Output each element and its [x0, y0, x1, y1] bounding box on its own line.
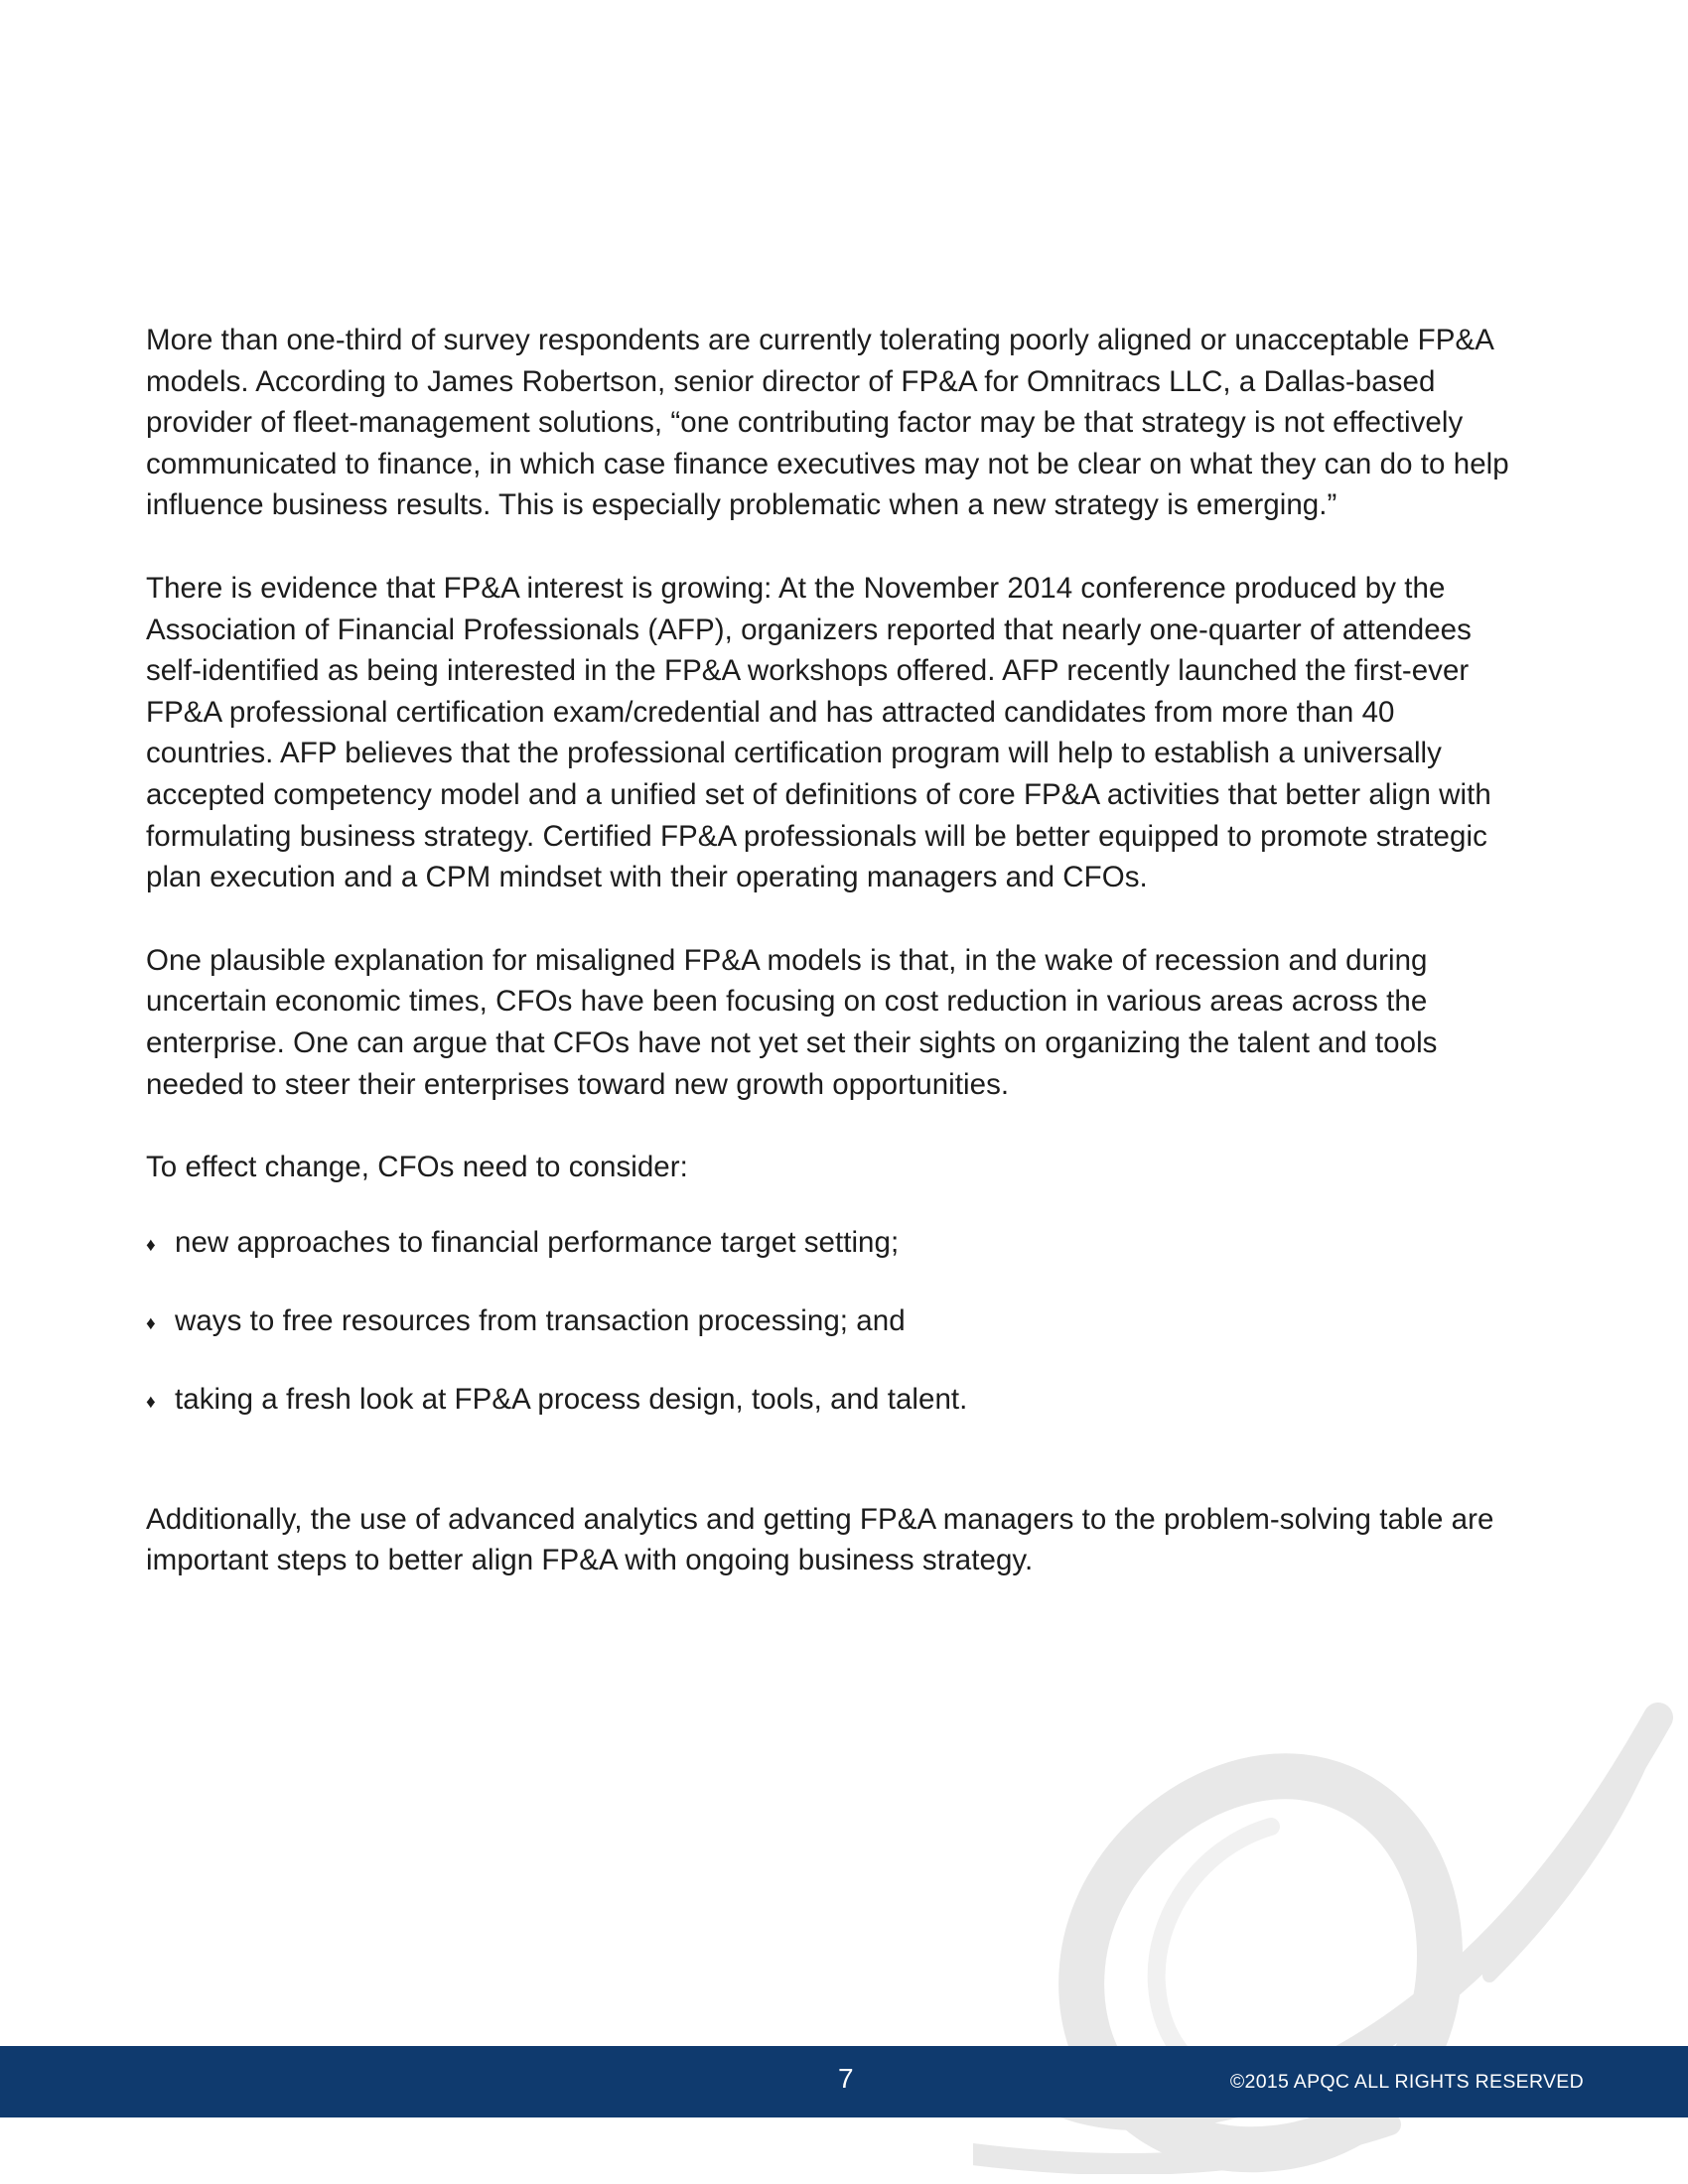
paragraph-gap: [146, 898, 1566, 940]
list-gap: [146, 1267, 1566, 1300]
list-item: [146, 1222, 1566, 1267]
copyright-notice: ©2015 APQC ALL RIGHTS RESERVED: [1229, 2071, 1584, 2093]
list-item: [146, 1379, 1566, 1424]
paragraph-gap: [146, 1424, 1566, 1499]
paragraph-misaligned-models: One plausible explanation for misaligned FP&A models is that, in the wake of recession and during uncertain economic times, CFOs have been focusing on cost reduction in various areas across the enterprise. One can argue that CFOs have not yet set their sights on organizing the talent and tools needed to steer their enterprises toward new growth opportunities.: [146, 943, 1438, 1101]
paragraph-gap: [146, 1105, 1566, 1147]
list-item: [146, 1300, 1566, 1345]
page-number: 7: [838, 2063, 854, 2094]
list-gap: [146, 1345, 1566, 1379]
paragraph-fpa-interest: There is evidence that FP&A interest is growing: At the November 2014 conference produced by the Association of Financial Professionals (AFP), organizers reported that nearly one-quarter of attendees self-identified as being interested in the FP&A workshops offered. AFP recently launched the first-ever FP&A professional certification exam/credential and has attracted candidates from more than 40 countries. AFP believes that the professional certification program will help to establish a universally accepted competency model and a unified set of definitions of core FP&A activities that better align with formulating business strategy. Certified FP&A professionals will be better equipped to promote strategic plan execution and a CPM mindset with their operating managers and CFOs.: [146, 571, 1491, 894]
paragraph-gap: [146, 1188, 1566, 1222]
list-intro: To effect change, CFOs need to consider:: [146, 1151, 688, 1184]
paragraph-tolerating-models: More than one-third of survey respondents are currently tolerating poorly aligned or unacceptable FP&A models. According to James Robertson, senior director of FP&A for Omnitracs LLC, a Dallas-based provider of fleet-management solutions, “one contributing factor may be that strategy is not effectively communicated to finance, in which case finance executives may not be clear on what they can do to help influence business results. This is especially problematic when a new strategy is emerging.”: [146, 324, 1509, 522]
page-body: [146, 320, 1566, 1581]
list-item-text: new approaches to financial performance target setting;: [175, 1225, 900, 1259]
diamond-bullet-icon: ♦: [146, 1312, 156, 1334]
paragraph-gap: [146, 526, 1566, 568]
diamond-bullet-icon: ♦: [146, 1234, 156, 1256]
consideration-list: [146, 1222, 1566, 1424]
paragraph-closing: Additionally, the use of advanced analytics and getting FP&A managers to the problem-solving table are important steps to better align FP&A with ongoing business strategy.: [146, 1502, 1494, 1577]
list-item-text: ways to free resources from transaction processing; and: [175, 1303, 906, 1337]
list-item-text: taking a fresh look at FP&A process design, tools, and talent.: [175, 1382, 968, 1416]
diamond-bullet-icon: ♦: [146, 1391, 156, 1413]
page-footer: [0, 2046, 1688, 2117]
